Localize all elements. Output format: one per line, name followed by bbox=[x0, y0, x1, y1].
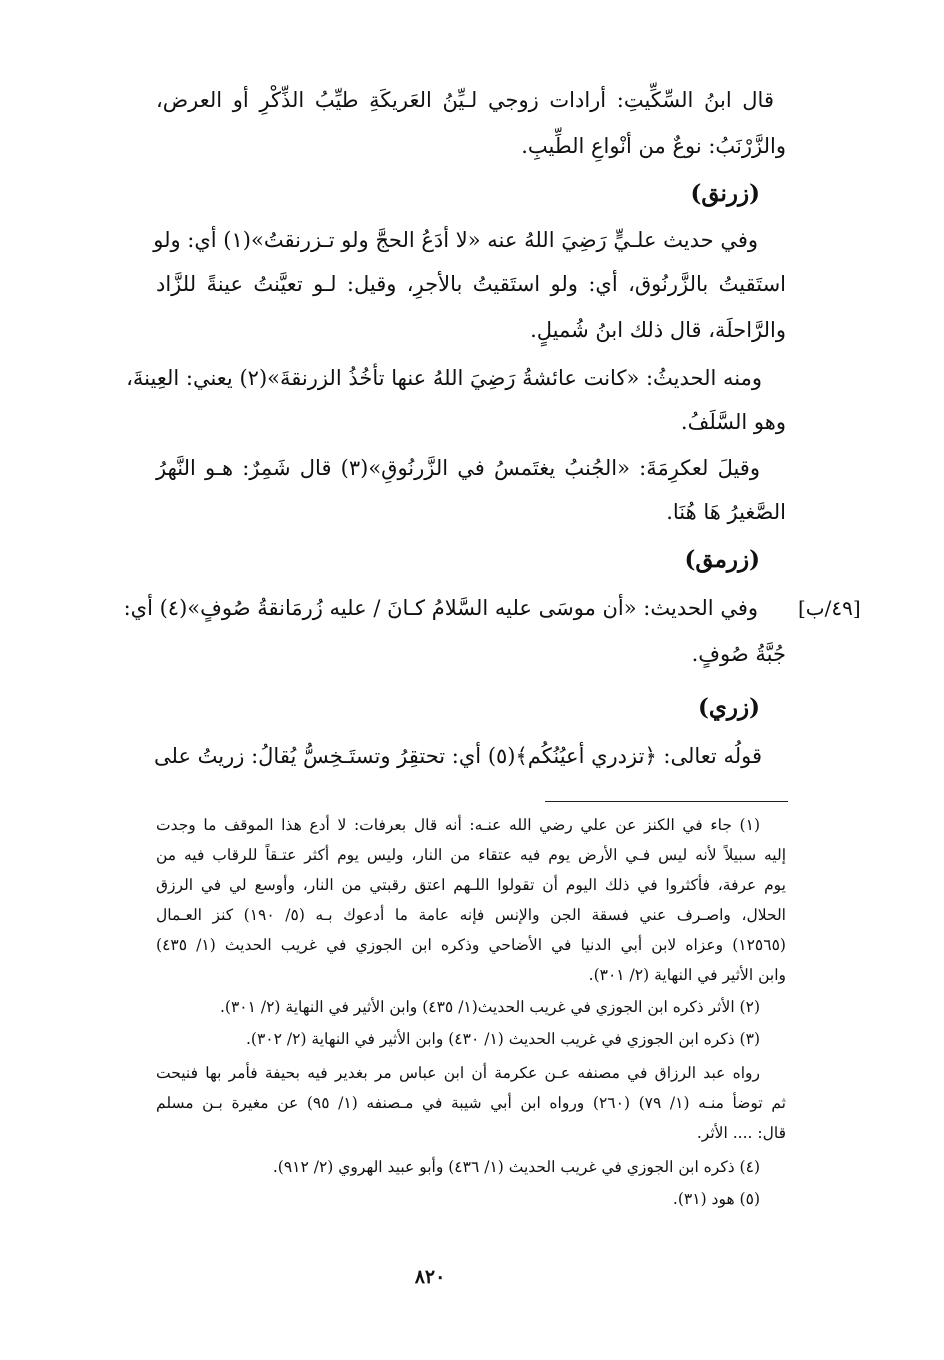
footnote-line: (٥) هود (٣١). bbox=[672, 1190, 760, 1208]
footnote-line: (٢) الأثر ذكره ابن الجوزي في غريب الحديث(١/ ٤٣٥) وابن الأثير في النهاية (٢/ ٣٠١). bbox=[219, 998, 760, 1016]
body-line: استَقيتُ بالزَّرنُوق، أي: ولو استَقيتُ بالأجرِ، وقيل: لـو تعيَّنتُ عينةً للزَّاد bbox=[156, 272, 786, 296]
section-heading-zarnaq: (زرنق) bbox=[690, 180, 760, 207]
body-line: الصَّغيرُ هَا هُنَا. bbox=[666, 500, 786, 524]
body-line: والزَّرْنَبُ: نوعٌ من أنْواعِ الطِّيبِ. bbox=[521, 134, 786, 158]
section-heading-zari: (زري) bbox=[698, 694, 760, 721]
footnote-line: قال: .... الأثر. bbox=[696, 1124, 786, 1142]
body-line: وفي الحديث: «أن موسَى عليه السَّلامُ كـانَ / عليه زُرمَانقةُ صُوفٍ»(٤) أي: bbox=[123, 596, 758, 620]
footnote-line: وابن الأثير في النهاية (٢/ ٣٠١). bbox=[588, 966, 786, 984]
footnote-line: الحلال، واصـرف عني فسقة الجن والإنس فإنه عامة ما أدعوك بـه (٥/ ١٩٠) كنز العـمال bbox=[156, 906, 786, 924]
footnote-line: (١) جاء في الكنز عن علي رضي الله عنـه: أنه قال بعرفات: لا أدع هذا الموقف ما وجدت bbox=[156, 816, 760, 834]
body-line: والرَّاحلَة، قال ذلك ابنُ شُميلٍ. bbox=[530, 318, 786, 342]
body-line: وقيلَ لعكرِمَةَ: «الجُنبُ يغتَمسُ في الزَّرنُوقِ»(٣) قال شَمِرٌ: هـو النَّهرُ bbox=[156, 456, 760, 480]
body-line: جُبَّةُ صُوفٍ. bbox=[691, 642, 786, 666]
footnote-line: (٣) ذكره ابن الجوزي في غريب الحديث (١/ ٤٣٠) وابن الأثير في النهاية (٢/ ٣٠٢). bbox=[245, 1030, 760, 1048]
manuscript-folio-marker: [٤٩/ب] bbox=[798, 596, 861, 620]
footnote-line: ثم توضأ منـه (١/ ٧٩) (٢٦٠) ورواه ابن أبي شيبة في مـصنفه (١/ ٩٥) عن مغيرة بـن مسلم bbox=[156, 1094, 786, 1112]
body-line: ومنه الحديثُ: «كانت عائشةُ رَضِيَ اللهُ عنها تأخُذُ الزرنقةَ»(٢) يعني: العِينةَ، bbox=[126, 366, 762, 390]
footnote-line: رواه عبد الرزاق في مصنفه عـن عكرمة أن ابن عباس مر بغدير فيه بحيفة فأمر بها فنيحت bbox=[156, 1064, 760, 1082]
body-line: وفي حديث علـيٍّ رَضِيَ اللهُ عنه «لا أدَعُ الحجَّ ولو تـزرنقتُ»(١) أي: ولو bbox=[153, 228, 758, 252]
section-heading-zarmaq: (زرمق) bbox=[684, 546, 760, 573]
footnote-line: إليه سبيلاً لأنه ليس فـي الأرض يوم فيه عتقاء من النار، وليس يوم أكثر عتـقاً للرقاب فيه من bbox=[156, 846, 786, 864]
body-line: وهو السَّلَفُ. bbox=[680, 410, 786, 434]
footnote-line: (١٢٥٦٥) وعزاه لابن أبي الدنيا في الأضاحي وذكره ابن الجوزي في غريب الحديث (١/ ٤٣٥) bbox=[156, 936, 786, 954]
body-line: قولُه تعالى: ﴿تزدري أعيُنُكُم﴾(٥) أي: تحتقِرُ وتستَـخِسُّ يُقالُ: زريتُ على bbox=[154, 744, 762, 768]
footnote-line: (٤) ذكره ابن الجوزي في غريب الحديث (١/ ٤٣٦) وأبو عبيد الهروي (٢/ ٩١٢). bbox=[272, 1158, 760, 1176]
footnote-separator bbox=[545, 801, 788, 802]
body-line: قال ابنُ السِّكِّيتِ: أرادات زوجي لـيِّنُ العَريكَةِ طيِّبُ الذِّكْرِ أو العرض، bbox=[156, 88, 774, 112]
footnote-line: يوم عرفة، فأكثروا في ذلك اليوم أن تقولوا اللـهم اعتق رقبتي من النار، وأوسع لي في الرزق bbox=[156, 876, 786, 894]
page-number: ٨٢٠ bbox=[414, 1266, 446, 1288]
